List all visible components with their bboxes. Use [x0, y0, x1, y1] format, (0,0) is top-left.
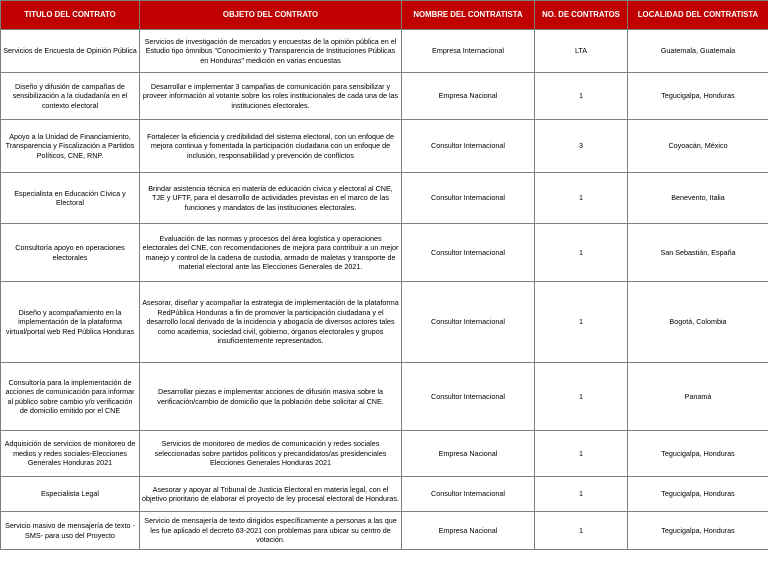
cell-nombre: Consultor Internacional — [402, 224, 535, 282]
cell-objeto: Servicio de mensajería de texto dirigidos específicamente a personas a las que les fue aplicado el decreto 63-2021 con problemas para ubicar su centro de votación. — [140, 512, 402, 550]
cell-titulo: Diseño y difusión de campañas de sensibilización a la ciudadanía en el contexto electoral — [1, 73, 140, 120]
cell-objeto: Desarrollar piezas e implementar acciones de difusión masiva sobre la verificación/cambio de domicilio que la población debe solicitar al CNE. — [140, 363, 402, 431]
table-row — [1, 224, 768, 282]
cell-titulo: Consultoría para la implementación de acciones de comunicación para informar al público sobre cambio y/o verificación de domicilio emitido por el CNE — [1, 363, 140, 431]
header-nombre: NOMBRE DEL CONTRATISTA — [402, 1, 535, 30]
cell-titulo: Especialista en Educación Cívica y Electoral — [1, 173, 140, 224]
cell-localidad: Tegucigalpa, Honduras — [628, 73, 768, 120]
cell-objeto: Servicios de monitoreo de medios de comunicación y redes sociales seleccionadas sobre partidos políticos y precandidatos/as presidenciales Elecciones Generales Honduras 2021 — [140, 431, 402, 477]
cell-nombre: Consultor Internacional — [402, 120, 535, 173]
cell-titulo: Apoyo a la Unidad de Financiamiento, Transparencia y Fiscalización a Partidos Políticos, CNE, RNP. — [1, 120, 140, 173]
cell-localidad: Coyoacán, México — [628, 120, 768, 173]
cell-objeto: Desarrollar e implementar 3 campañas de comunicación para sensibilizar y proveer información al votante sobre los roles institucionales de cada una de las instituciones electorales. — [140, 73, 402, 120]
table-row — [1, 477, 768, 512]
cell-localidad: Tegucigalpa, Honduras — [628, 431, 768, 477]
cell-localidad: Tegucigalpa, Honduras — [628, 512, 768, 550]
cell-objeto: Brindar asistencia técnica en materia de educación cívica y electoral al CNE, TJE y UFTF, para el desarrollo de actividades previstas en el marco de las funciones y mandatos de las instituciones electorales. — [140, 173, 402, 224]
cell-localidad: Guatemala, Guatemala — [628, 30, 768, 73]
cell-localidad: Tegucigalpa, Honduras — [628, 477, 768, 512]
cell-titulo: Consultoría apoyo en operaciones electorales — [1, 224, 140, 282]
cell-objeto: Asesorar, diseñar y acompañar la estrategia de implementación de la plataforma RedPública Honduras a fin de promover la participación ciudadana y el desarrollo local derivado de la incidencia y abogacía de diversos actores tales como academia, sociedad civil, gobierno, órganos electorales y grupos insuficientemente representados. — [140, 282, 402, 363]
cell-objeto: Servicios de investigación de mercados y encuestas de la opinión pública en el Estudio tipo ómnibus "Conocimiento y Transparencia de Instituciones Públicas en Honduras" medición en varias encuestas — [140, 30, 402, 73]
table-row — [1, 173, 768, 224]
cell-nombre: Empresa Nacional — [402, 73, 535, 120]
cell-titulo: Diseño y acompañamiento en la implementación de la plataforma virtual/portal web Red Pública Honduras — [1, 282, 140, 363]
cell-numero: 3 — [535, 120, 628, 173]
cell-localidad: Benevento, Italia — [628, 173, 768, 224]
table-row — [1, 512, 768, 550]
header-objeto: OBJETO DEL CONTRATO — [140, 1, 402, 30]
cell-numero: 1 — [535, 224, 628, 282]
cell-numero: 1 — [535, 512, 628, 550]
cell-numero: 1 — [535, 282, 628, 363]
header-titulo: TITULO DEL CONTRATO — [1, 1, 140, 30]
cell-nombre: Consultor Internacional — [402, 173, 535, 224]
cell-titulo: Servicio masivo de mensajería de texto -SMS- para uso del Proyecto — [1, 512, 140, 550]
cell-nombre: Consultor Internacional — [402, 477, 535, 512]
cell-nombre: Consultor Internacional — [402, 282, 535, 363]
cell-numero: 1 — [535, 363, 628, 431]
cell-numero: 1 — [535, 73, 628, 120]
cell-titulo: Servicios de Encuesta de Opinión Pública — [1, 30, 140, 73]
cell-nombre: Empresa Nacional — [402, 431, 535, 477]
cell-numero: LTA — [535, 30, 628, 73]
cell-localidad: Panamá — [628, 363, 768, 431]
cell-numero: 1 — [535, 431, 628, 477]
cell-nombre: Consultor Internacional — [402, 363, 535, 431]
table-row — [1, 363, 768, 431]
cell-titulo: Adquisición de servicios de monitoreo de medios y redes sociales-Elecciones Generales Honduras 2021 — [1, 431, 140, 477]
cell-numero: 1 — [535, 477, 628, 512]
cell-nombre: Empresa Nacional — [402, 512, 535, 550]
header-numero: NO. DE CONTRATOS — [535, 1, 628, 30]
cell-numero: 1 — [535, 173, 628, 224]
cell-localidad: San Sebastián, España — [628, 224, 768, 282]
table-header-row — [1, 1, 768, 30]
table-row — [1, 431, 768, 477]
cell-titulo: Especialista Legal — [1, 477, 140, 512]
cell-objeto: Fortalecer la eficiencia y credibilidad del sistema electoral, con un enfoque de mejora continua y fomentada la participación ciudadana con un enfoque de inclusión, responsabilidad y prevención de conflictos — [140, 120, 402, 173]
cell-objeto: Asesorar y apoyar al Tribunal de Justicia Electoral en materia legal, con el objetivo prioritario de elaborar el proyecto de ley procesal electoral de Honduras. — [140, 477, 402, 512]
table-row — [1, 73, 768, 120]
table-row — [1, 120, 768, 173]
table-row — [1, 30, 768, 73]
cell-objeto: Evaluación de las normas y procesos del área logística y operaciones electorales del CNE, con recomendaciones de mejora para contribuir a un mejor manejo y control de la cadena de custodia, armado de maletas y transporte de material electoral ante las Elecciones Generales de 2021. — [140, 224, 402, 282]
table-row — [1, 282, 768, 363]
cell-localidad: Bogotá, Colombia — [628, 282, 768, 363]
cell-nombre: Empresa Internacional — [402, 30, 535, 73]
header-localidad: LOCALIDAD DEL CONTRATISTA — [628, 1, 768, 30]
